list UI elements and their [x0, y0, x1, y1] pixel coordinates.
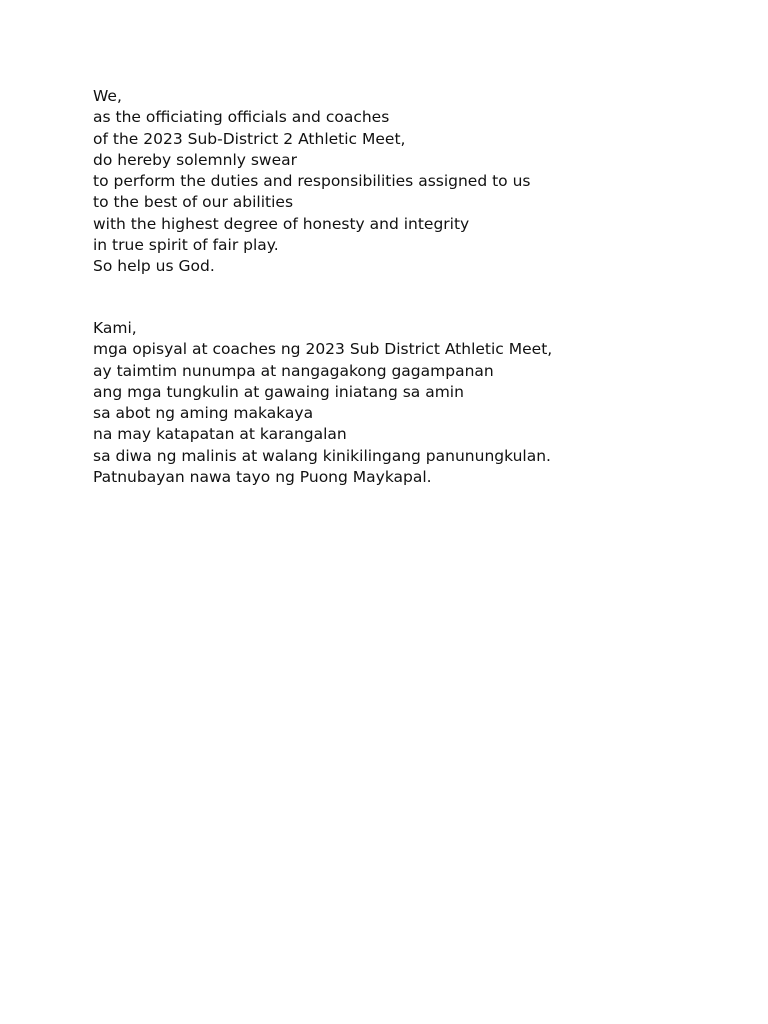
oath-line: We, — [93, 87, 122, 105]
oath-line: do hereby solemnly swear — [93, 150, 298, 169]
filipino-oath-stanza — [93, 318, 733, 488]
oath-line: So help us God. — [93, 257, 215, 275]
oath-line: with the highest degree of honesty and integrity — [93, 214, 470, 233]
oath-line: of the 2023 Sub-District 2 Athletic Meet, — [93, 129, 406, 148]
oath-line: Patnubayan nawa tayo ng Puong Maykapal. — [93, 467, 432, 486]
oath-line: Kami, — [93, 319, 137, 337]
oath-line: sa diwa ng malinis at walang kinikilingang panunungkulan. — [93, 446, 551, 465]
oath-line: as the officiating officials and coaches — [93, 108, 390, 127]
english-oath-stanza — [93, 86, 733, 277]
oath-line: na may katapatan at karangalan — [93, 425, 347, 444]
oath-line: sa abot ng aming makakaya — [93, 404, 314, 422]
oath-line: ay taimtim nunumpa at nangagakong gagampanan — [93, 361, 494, 380]
oath-line: mga opisyal at coaches ng 2023 Sub District Athletic Meet, — [93, 340, 553, 359]
oath-line: ang mga tungkulin at gawaing iniatang sa amin — [93, 382, 464, 401]
oath-line: to perform the duties and responsibilities assigned to us — [93, 172, 531, 190]
oath-line: to the best of our abilities — [93, 193, 294, 212]
oath-line: in true spirit of fair play. — [93, 235, 279, 254]
